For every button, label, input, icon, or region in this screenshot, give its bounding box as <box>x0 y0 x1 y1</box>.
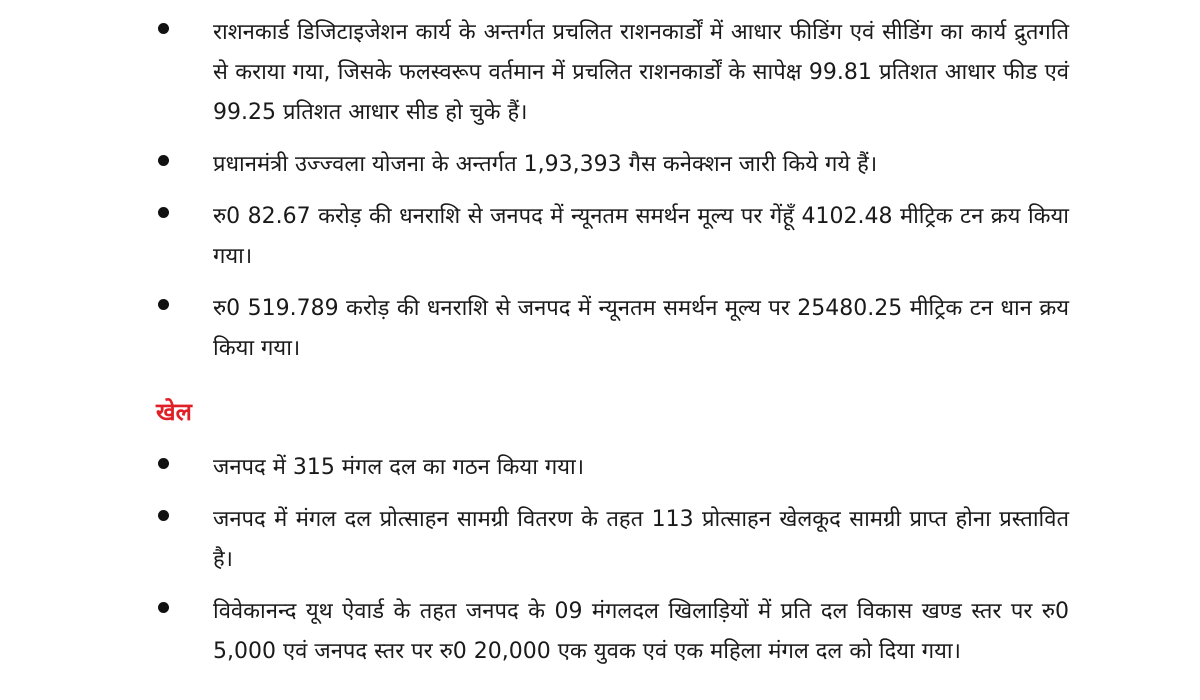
bullet-icon <box>158 299 169 310</box>
bullet-icon <box>158 155 169 166</box>
bullet-icon <box>158 510 169 521</box>
section-heading-khel: खेल <box>156 398 192 426</box>
bullet-icon <box>158 207 169 218</box>
list-item-text: रु0 519.789 करोड़ की धनराशि से जनपद में न्यूनतम समर्थन मूल्य पर 25480.25 मीट्रिक टन धान क्रय किया गया। <box>213 296 1069 361</box>
ration-supply-bullet-list <box>158 13 1069 381</box>
list-item <box>158 448 1069 488</box>
list-item-text: जनपद में 315 मंगल दल का गठन किया गया। <box>213 455 585 480</box>
bullet-icon <box>158 23 169 34</box>
list-item <box>158 145 1069 185</box>
khel-bullet-list <box>158 448 1069 684</box>
list-item-text: रु0 82.67 करोड़ की धनराशि से जनपद में न्यूनतम समर्थन मूल्य पर गेंहूँ 4102.48 मीट्रिक टन क्रय किया गया। <box>213 204 1069 269</box>
list-item-text: जनपद में मंगल दल प्रोत्साहन सामग्री वितरण के तहत 113 प्रोत्साहन खेलकूद सामग्री प्राप्त होना प्रस्तावित है। <box>213 507 1069 572</box>
list-item <box>158 592 1069 672</box>
list-item-text: विवेकानन्द यूथ ऐवार्ड के तहत जनपद के 09 मंगलदल खिलाड़ियों में प्रति दल विकास खण्ड स्तर पर रु0 5,000 एवं जनपद स्तर पर रु0 20,000 एक युवक एवं एक महिला मंगल दल को दिया गया। <box>213 599 1069 664</box>
list-item <box>158 289 1069 369</box>
bullet-icon <box>158 602 169 613</box>
list-item-text: प्रधानमंत्री उज्ज्वला योजना के अन्तर्गत 1,93,393 गैस कनेक्शन जारी किये गये हैं। <box>213 152 878 177</box>
list-item-text: राशनकार्ड डिजिटाइजेशन कार्य के अन्तर्गत प्रचलित राशनकार्डों में आधार फीडिंग एवं सीडिंग का कार्य द्रुतगति से कराया गया, जिसके फलस्वरूप वर्तमान में प्रचलित राशनकार्डों के सापेक्ष 99.81 प्रतिशत आधार फीड एवं 99.25 प्रतिशत आधार सीड हो चुके हैं। <box>213 20 1069 125</box>
list-item <box>158 500 1069 580</box>
list-item <box>158 197 1069 277</box>
list-item <box>158 13 1069 133</box>
bullet-icon <box>158 458 169 469</box>
